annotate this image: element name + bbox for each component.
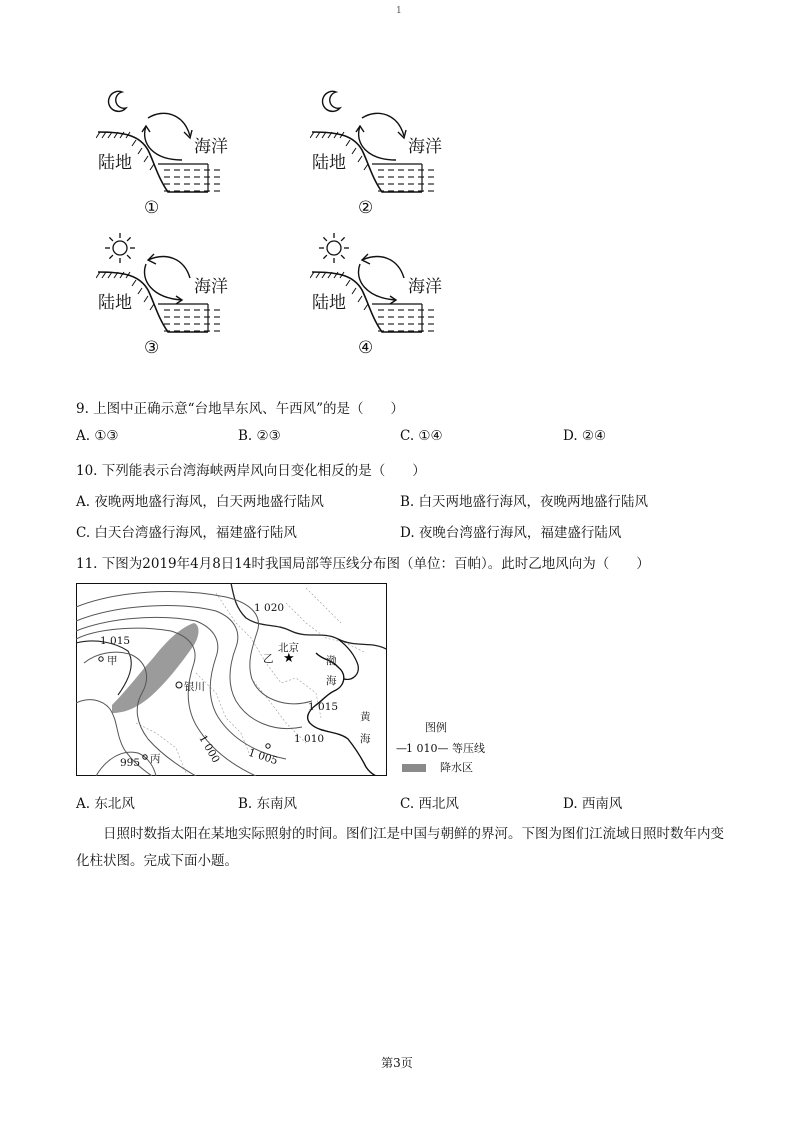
isobar-label-1005: 1 005 bbox=[246, 746, 280, 768]
isobar-map-svg bbox=[76, 583, 387, 776]
q9-option-d: D. ②④ bbox=[563, 428, 607, 444]
diagram-4-number: ④ bbox=[358, 338, 374, 358]
q10-option-c: C. 白天台湾盛行海风，福建盛行陆风 bbox=[76, 525, 297, 541]
isobar-label-995: 995 bbox=[120, 757, 141, 769]
diagram-4 bbox=[310, 228, 460, 346]
place-beijing: 北京 bbox=[278, 642, 299, 654]
isobar-label-1015-west: 1 015 bbox=[100, 635, 131, 647]
diagram-2-number: ② bbox=[358, 198, 374, 218]
q9-option-c: C. ①④ bbox=[400, 428, 443, 444]
label-land: 陆地 bbox=[98, 293, 132, 313]
legend-precip bbox=[402, 759, 473, 775]
diagram-3 bbox=[96, 228, 246, 346]
q11-option-a: A. 东北风 bbox=[76, 796, 135, 812]
page-mark: 1 bbox=[396, 6, 402, 16]
label-sea: 海洋 bbox=[408, 137, 442, 157]
precip-swatch bbox=[402, 764, 426, 772]
legend-isobar-label: 等压线 bbox=[452, 742, 485, 755]
q9-option-a: A. ①③ bbox=[76, 428, 119, 444]
question-9-stem: 9. 上图中正确示意“台地旱东风、午西风”的是（ ） bbox=[76, 401, 404, 417]
question-11-stem: 11. 下图为2019年4月8日14时我国局部等压线分布图（单位：百帕）。此时乙地风向为（ ） bbox=[76, 556, 650, 572]
sun-icon bbox=[105, 233, 135, 263]
label-land: 陆地 bbox=[312, 293, 346, 313]
legend-title: 图例 bbox=[425, 721, 447, 734]
legend-isobar: —1 010— 等压线 bbox=[396, 742, 485, 755]
label-sea: 海洋 bbox=[194, 277, 228, 297]
q9-option-b: B. ②③ bbox=[238, 428, 281, 444]
isobar-label-1000: 1 000 bbox=[196, 732, 222, 766]
sea-bohai-1: 渤 bbox=[326, 655, 337, 667]
label-sea: 海洋 bbox=[408, 277, 442, 297]
q10-option-b: B. 白天两地盛行海风，夜晚两地盛行陆风 bbox=[400, 494, 649, 510]
q10-option-d: D. 夜晚台湾盛行海风，福建盛行陆风 bbox=[400, 525, 622, 541]
diagram-1-number: ① bbox=[144, 198, 160, 218]
legend-precip-label: 降水区 bbox=[440, 761, 473, 774]
place-jia: 甲 bbox=[107, 655, 118, 667]
page-number: 第3页 bbox=[381, 1056, 413, 1070]
beijing-star-icon: ★ bbox=[283, 651, 295, 666]
q11-option-c: C. 西北风 bbox=[400, 796, 459, 812]
sea-huang-1: 黄 bbox=[360, 711, 371, 723]
question-10-stem: 10. 下列能表示台湾海峡两岸风向日变化相反的是（ ） bbox=[76, 463, 426, 479]
legend-isobar-value: 1 010 bbox=[406, 742, 438, 755]
isobar-label-1020: 1 020 bbox=[254, 602, 285, 614]
moon-icon bbox=[109, 91, 126, 111]
moon-icon bbox=[323, 91, 340, 111]
isobar-map bbox=[76, 583, 387, 776]
sea-bohai-2: 海 bbox=[326, 675, 337, 687]
sea-huang-2: 海 bbox=[360, 733, 371, 745]
place-yi: 乙 bbox=[263, 653, 274, 665]
label-land: 陆地 bbox=[98, 153, 132, 173]
q11-option-b: B. 东南风 bbox=[238, 796, 298, 812]
diagram-2 bbox=[310, 88, 460, 206]
label-land: 陆地 bbox=[312, 153, 346, 173]
place-bing: 丙 bbox=[150, 753, 161, 765]
sun-icon bbox=[319, 233, 349, 263]
place-yinchuan: 银川 bbox=[184, 681, 205, 693]
diagram-1 bbox=[96, 88, 246, 206]
diagram-3-number: ③ bbox=[144, 338, 160, 358]
q11-option-d: D. 西南风 bbox=[563, 796, 623, 812]
q10-option-a: A. 夜晚两地盛行海风，白天两地盛行陆风 bbox=[76, 494, 324, 510]
label-sea: 海洋 bbox=[194, 137, 228, 157]
isobar-label-1010: 1 010 bbox=[294, 733, 325, 745]
sunshine-intro-paragraph: 日照时数指太阳在某地实际照射的时间。图们江是中国与朝鲜的界河。下图为图们江流域日照时数年内变化柱状图。完成下面小题。 bbox=[76, 826, 724, 869]
isobar-label-1015-east: 1 015 bbox=[308, 701, 339, 713]
